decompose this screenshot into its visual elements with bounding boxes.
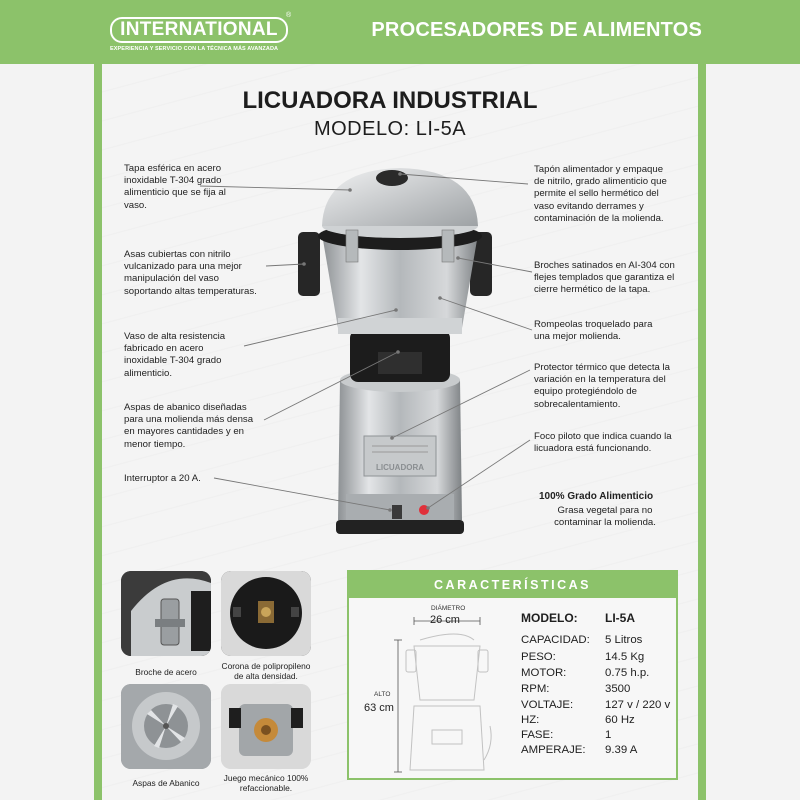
annotation-thermal-protector: Protector térmico que detecta la variación en la temperatura del equipo protegiéndolo de sobrecalentamiento. bbox=[534, 362, 670, 410]
annotation-lid: Tapa esférica en acero inoxidable T-304 grado alimenticio que se fija al vaso. bbox=[124, 163, 226, 211]
spec-value: 0.75 h.p. bbox=[605, 667, 650, 679]
annotation-jar: Vaso de alta resistencia fabricado en acero inoxidable T-304 grado alimenticio. bbox=[124, 331, 226, 379]
thumb-blades bbox=[121, 684, 211, 769]
thumb-mechanism bbox=[221, 684, 311, 769]
annotation-switch: Interruptor a 20 A. bbox=[124, 473, 201, 484]
spec-key: PESO: bbox=[521, 651, 556, 663]
spec-key: AMPERAJE: bbox=[521, 744, 586, 756]
spec-key: CAPACIDAD: bbox=[521, 634, 590, 646]
product-model: MODELO: LI-5A bbox=[313, 118, 467, 140]
crown-icon bbox=[221, 571, 311, 656]
motor-mechanism-icon bbox=[221, 684, 311, 769]
clip-left-icon bbox=[346, 230, 358, 262]
food-grade-text: Grasa vegetal para no contaminar la molienda. bbox=[554, 505, 656, 528]
spec-value: 3500 bbox=[605, 683, 631, 695]
spec-key: RPM: bbox=[521, 683, 550, 695]
annotation-pilot-light: Foco piloto que indica cuando la licuadora está funcionando. bbox=[534, 431, 672, 455]
annotation-handles: Asas cubiertas con nitrilo vulcanizado para una mejor manipulación del vaso soportando altas temperaturas. bbox=[124, 249, 257, 297]
thumb-crown bbox=[221, 571, 311, 656]
brand-logo[interactable]: INTERNATIONAL bbox=[110, 17, 288, 43]
power-switch-icon bbox=[392, 505, 402, 519]
spec-key: VOLTAJE: bbox=[521, 699, 574, 711]
product-title: LICUADORA INDUSTRIAL bbox=[242, 87, 538, 114]
spec-key: FASE: bbox=[521, 729, 554, 741]
spec-value: 9.39 A bbox=[605, 744, 638, 756]
annotation-wavebreaker: Rompeolas troquelado para una mejor molienda. bbox=[534, 319, 653, 343]
spec-value: 5 Litros bbox=[605, 634, 643, 646]
diameter-value: 26 cm bbox=[430, 614, 460, 626]
height-label: ALTO bbox=[374, 691, 391, 698]
caption-steel-clip: Broche de acero bbox=[135, 667, 197, 677]
specs-heading: CARACTERÍSTICAS bbox=[349, 572, 676, 598]
steel-clip-icon bbox=[121, 571, 211, 656]
spec-value: 1 bbox=[605, 729, 612, 741]
caption-blades: Aspas de Abanico bbox=[132, 778, 200, 788]
caption-mechanism: Juego mecánico 100% refaccionable. bbox=[223, 773, 309, 793]
annotation-clips: Broches satinados en AI-304 con flejes templados que garantiza el cierre hermético de la tapa. bbox=[534, 260, 675, 296]
spec-key: HZ: bbox=[521, 714, 540, 726]
spec-value: LI-5A bbox=[605, 611, 635, 625]
spec-value: 127 v / 220 v bbox=[605, 699, 671, 711]
fan-blades-icon bbox=[121, 684, 211, 769]
clip-right-icon bbox=[442, 230, 454, 262]
annotation-feeder-cap: Tapón alimentador y empaque de nitrilo, grado alimenticio que permite el sello hermético del vaso evitando derrames y contaminación de la molienda. bbox=[534, 164, 667, 224]
machine-plate-text: LICUADORA bbox=[376, 463, 424, 472]
feeder-cap-icon bbox=[376, 170, 408, 186]
food-grade-title: 100% Grado Alimenticio bbox=[539, 491, 654, 502]
caption-crown: Corona de polipropileno de alta densidad. bbox=[221, 661, 311, 681]
spec-key: MOTOR: bbox=[521, 667, 567, 679]
diameter-label: DIÁMETRO bbox=[431, 605, 466, 612]
thumb-steel-clip bbox=[121, 571, 211, 656]
brand-tagline: EXPERIENCIA Y SERVICIO CON LA TÉCNICA MÁS AVANZADA bbox=[110, 46, 279, 52]
header-title: PROCESADORES DE ALIMENTOS bbox=[371, 19, 702, 41]
spec-value: 60 Hz bbox=[605, 714, 635, 726]
annotation-blades: Aspas de abanico diseñadas para una molienda más densa en mayores cantidades y en menor tiempo. bbox=[124, 402, 254, 450]
spec-key: MODELO: bbox=[521, 611, 578, 625]
spec-value: 14.5 Kg bbox=[605, 651, 645, 663]
registered-mark: ® bbox=[286, 12, 292, 19]
height-value: 63 cm bbox=[364, 702, 394, 714]
